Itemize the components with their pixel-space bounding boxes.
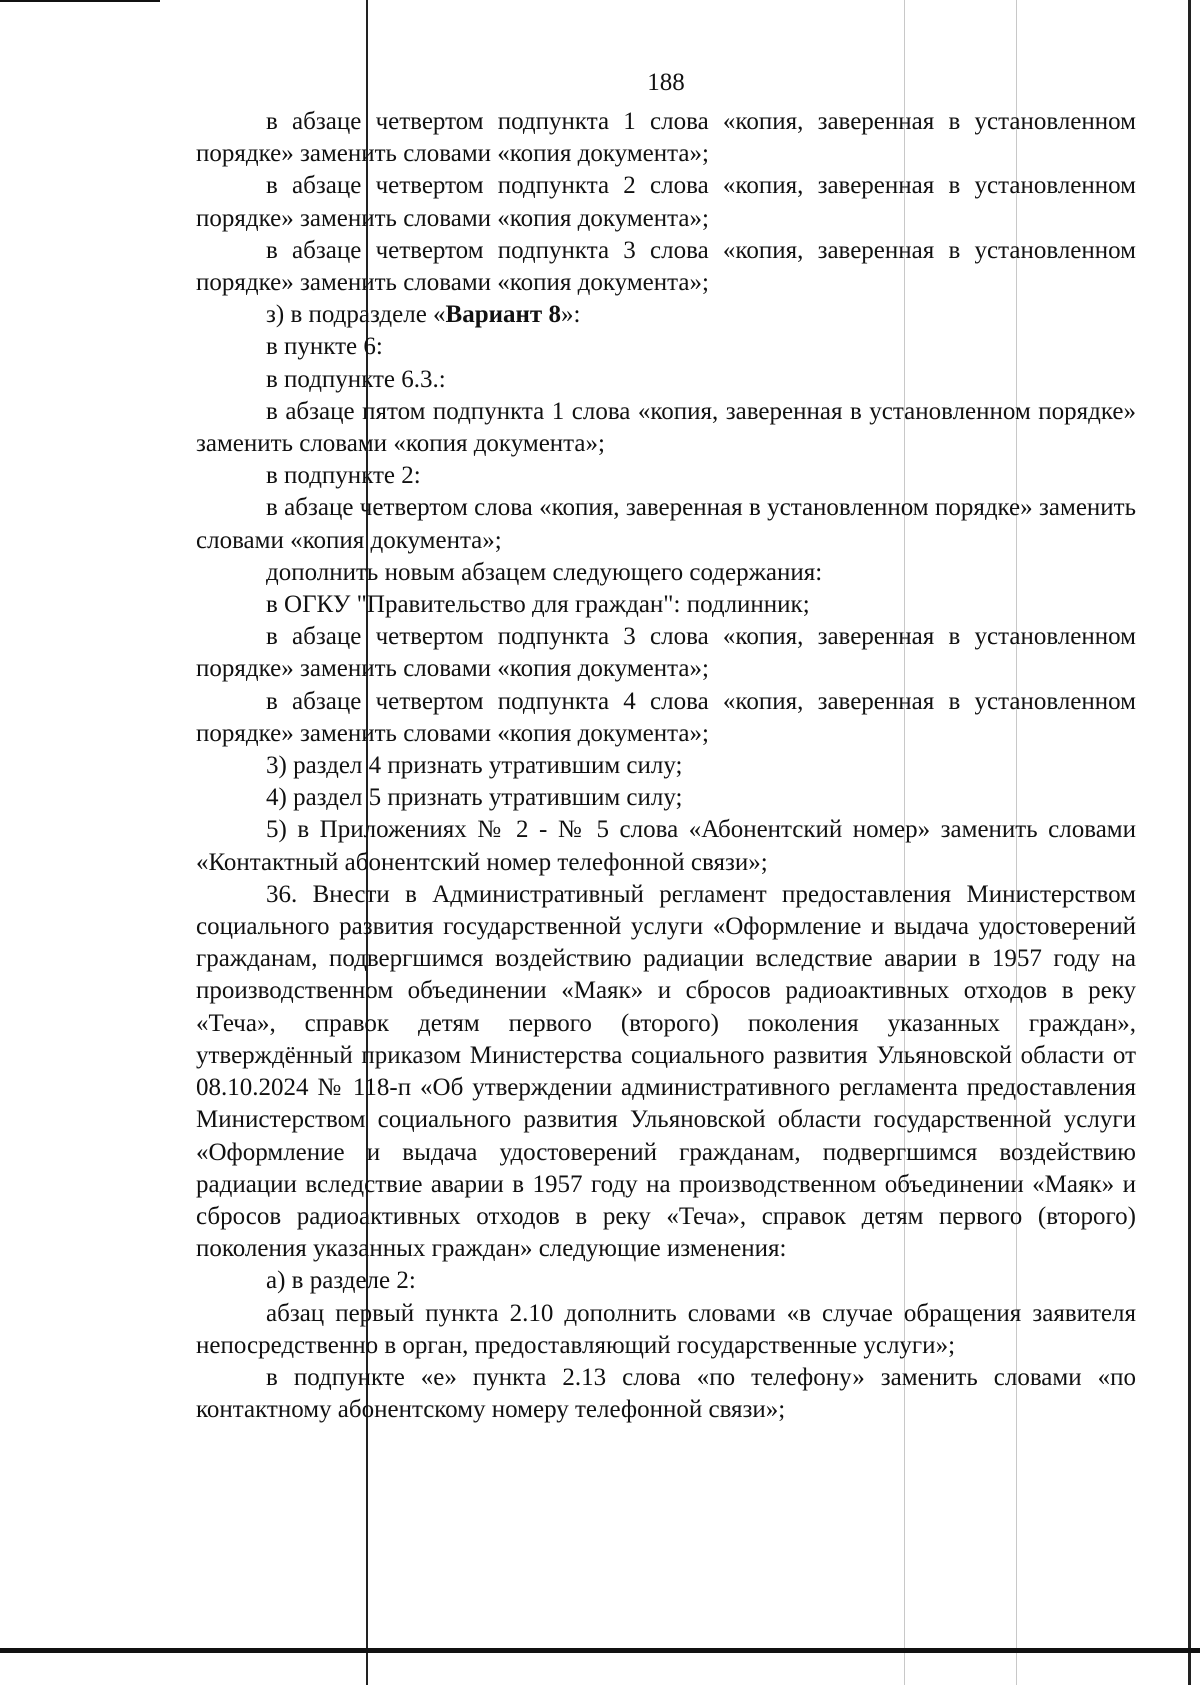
subsection-heading: з) в подразделе «Вариант 8»: bbox=[266, 301, 581, 329]
paragraph: в абзаце пятом подпункта 1 слова «копия, заверенная в установленном порядке» заменить словами «копия документа»; bbox=[196, 397, 1136, 458]
paragraph: в абзаце четвертом подпункта 3 слова «копия, заверенная в установленном порядке» заменить словами «копия документа»; bbox=[196, 623, 1136, 683]
paragraph: в подпункте 2: bbox=[266, 462, 421, 490]
top-left-scan-mark bbox=[0, 0, 160, 2]
bottom-scan-band bbox=[0, 1648, 1200, 1653]
paragraph: в абзаце четвертом подпункта 3 слова «копия, заверенная в установленном порядке» заменить словами «копия документа»; bbox=[196, 236, 1136, 297]
page-number: 188 bbox=[647, 69, 685, 96]
paragraph: в подпункте 6.3.: bbox=[266, 365, 446, 393]
paragraph: в подпункте «е» пункта 2.13 слова «по телефону» заменить словами «по контактному абонентскому номеру телефонной связи»; bbox=[196, 1363, 1136, 1424]
paragraph: в ОГКУ "Правительство для граждан": подлинник; bbox=[266, 591, 810, 619]
paragraph: абзац первый пункта 2.10 дополнить словами «в случае обращения заявителя непосредственно в орган, предоставляющий государственные услуги»; bbox=[196, 1299, 1136, 1359]
document-page bbox=[196, 66, 1136, 1426]
paragraph: в абзаце четвертом подпункта 2 слова «копия, заверенная в установленном порядке» заменить словами «копия документа»; bbox=[196, 172, 1136, 232]
right-scan-line bbox=[1188, 0, 1191, 1685]
paragraph: дополнить новым абзацем следующего содержания: bbox=[266, 558, 823, 586]
variant-label: Вариант 8 bbox=[445, 301, 561, 329]
paragraph: 3) раздел 4 признать утратившим силу; bbox=[266, 752, 683, 780]
paragraph: в абзаце четвертом слова «копия, заверенная в установленном порядке» заменить словами «копия документа»; bbox=[196, 494, 1136, 554]
paragraph: 4) раздел 5 признать утратившим силу; bbox=[266, 784, 683, 812]
paragraph: 5) в Приложениях № 2 - № 5 слова «Абонентский номер» заменить словами «Контактный абонентский номер телефонной связи»; bbox=[196, 816, 1136, 876]
paragraph: 36. Внести в Административный регламент предоставления Министерством социального развития государственной услуги «Оформление и выдача удостоверений гражданам, подвергшимся воздействию радиации вследствие аварии в 1957 году на производственном объединении «Маяк» и сбросов радиоактивных отходов в реку «Теча», справок детям первого (второго) поколения указанных граждан», утверждённый приказом Министерства социального развития Ульяновской области от 08.10.2024 № 118-п «Об утверждении административного регламента предоставления Министерством социального развития Ульяновской области государственной услуги «Оформление и выдача удостоверений гражданам, подвергшимся воздействию радиации вследствие аварии в 1957 году на производственном объединении «Маяк» и сбросов радиоактивных отходов в реку «Теча», справок детям первого (второго) поколения указанных граждан» следующие изменения: bbox=[196, 880, 1136, 1263]
paragraph: в пункте 6: bbox=[266, 333, 383, 361]
paragraph: в абзаце четвертом подпункта 4 слова «копия, заверенная в установленном порядке» заменить словами «копия документа»; bbox=[196, 687, 1136, 747]
paragraph: в абзаце четвертом подпункта 1 слова «копия, заверенная в установленном порядке» заменить словами «копия документа»; bbox=[196, 108, 1136, 168]
paragraph: а) в разделе 2: bbox=[266, 1267, 416, 1295]
